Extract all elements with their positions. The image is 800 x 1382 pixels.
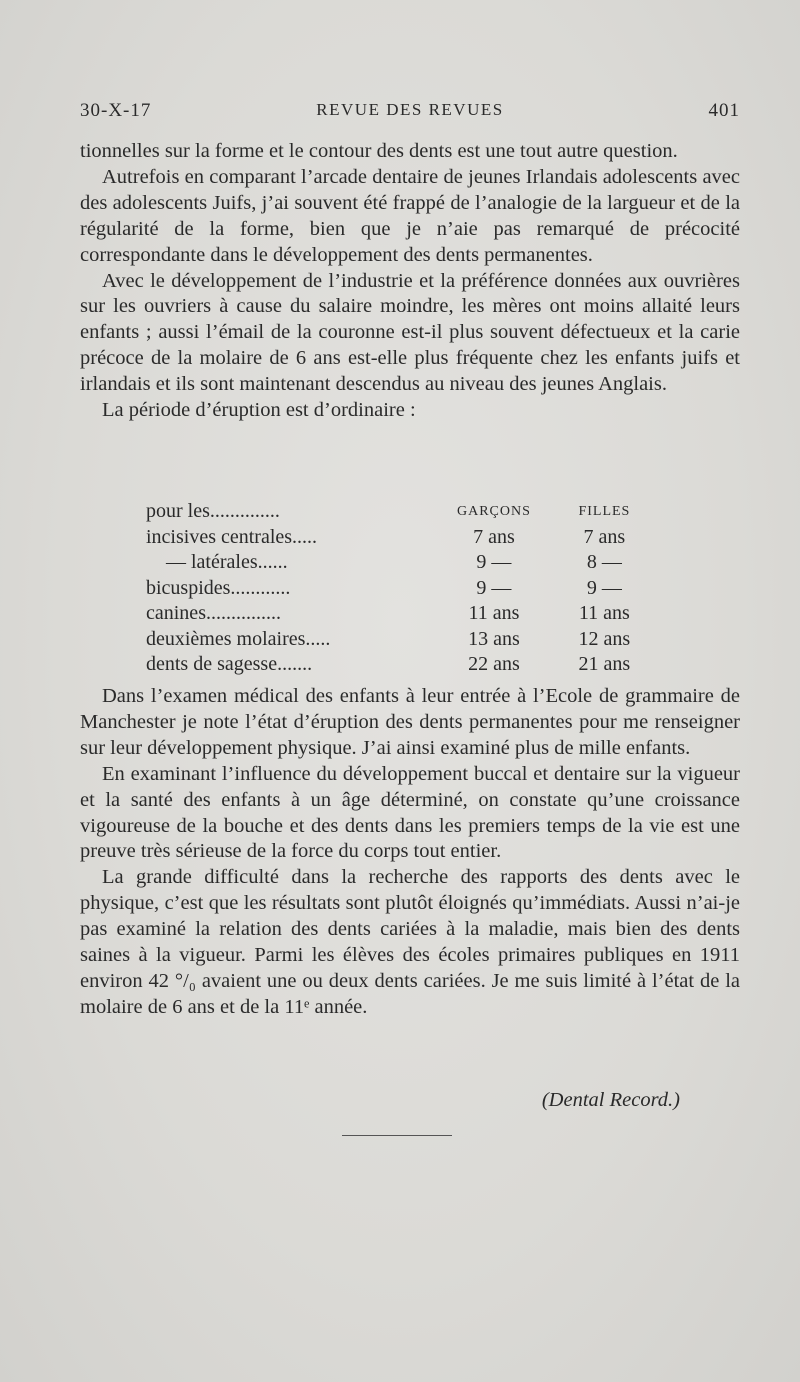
row-label: bicuspides............ <box>146 576 291 599</box>
table-row <box>146 627 666 653</box>
paragraph: Avec le développement de l’industrie et la préférence données aux ouvrières sur les ouvriers à cause du salaire moindre, les mères ont moins allaité leurs enfants ; aussi l’émail de la couronne est-il plus souvent défectueux et la carie précoce de la molaire de 6 ans est-elle plus fréquente chez les enfants juifs et irlandais et ils sont maintenant descendus au niveau des jeunes Anglais. <box>80 269 740 396</box>
body-text-top <box>80 139 740 424</box>
row-label: deuxièmes molaires..... <box>146 627 331 650</box>
table-row <box>146 525 666 551</box>
table-header-row <box>146 499 666 525</box>
row-label: dents de sagesse....... <box>146 653 313 676</box>
row-label: canines............... <box>146 602 281 625</box>
row-boys-value: 11 ans <box>468 602 520 625</box>
header-title: REVUE DES REVUES <box>316 100 504 119</box>
header-page-number: 401 <box>708 100 740 121</box>
paragraph: Autrefois en comparant l’arcade dentaire de jeunes Irlandais adolescents avec des adolescents Juifs, j’ai souvent été frappé de l’analogie de la largueur et de la régularité de la forme, bien que je n’aie pas remarqué de précocité correspondante dans le développement des dents permanentes. <box>80 165 740 266</box>
column-header-boys: GARÇONS <box>456 503 531 519</box>
row-label: — latérales...... <box>166 551 288 574</box>
row-boys-value: 7 ans <box>473 525 515 548</box>
running-header <box>80 100 740 126</box>
row-girls-value: 7 ans <box>583 525 626 548</box>
table-row <box>146 550 666 576</box>
row-girls-value: 9 — <box>586 576 622 599</box>
header-date: 30-X-17 <box>80 100 152 121</box>
body-text-bottom <box>80 684 740 1021</box>
eruption-table <box>146 499 666 678</box>
row-boys-value: 9 — <box>476 551 512 574</box>
row-boys-value: 22 ans <box>468 653 520 676</box>
paragraph: Dans l’examen médical des enfants à leur entrée à l’Ecole de grammaire de Manchester je note l’état d’éruption des dents permanentes pour me renseigner sur leur développement physique. J’ai ainsi examiné plus de mille enfants. <box>80 685 740 759</box>
paragraph: En examinant l’influence du développement buccal et dentaire sur la vigueur et la santé des enfants à un âge déterminé, on constate qu’une croissance vigoureuse de la bouche et des dents dans les premiers temps de la vie est une preuve très sérieuse de la force du corps tout entier. <box>80 762 740 863</box>
row-girls-value: 12 ans <box>578 627 631 650</box>
column-header-girls: FILLES <box>578 503 631 519</box>
end-divider <box>342 1135 452 1136</box>
table-row <box>146 576 666 602</box>
row-label: incisives centrales..... <box>146 525 318 548</box>
table-row <box>146 652 666 678</box>
row-girls-value: 8 — <box>586 551 622 574</box>
paragraph: La période d’éruption est d’ordinaire : <box>102 399 416 422</box>
row-girls-value: 21 ans <box>578 653 631 676</box>
row-girls-value: 11 ans <box>578 602 630 625</box>
source-citation: (Dental Record.) <box>541 1089 680 1111</box>
row-boys-value: 13 ans <box>468 627 520 650</box>
table-row <box>146 601 666 627</box>
paragraph: tionnelles sur la forme et le contour des dents est une tout autre question. <box>80 140 678 162</box>
row-boys-value: 9 — <box>476 576 512 599</box>
paragraph: La grande difficulté dans la recherche des rapports des dents avec le physique, c’est que les résultats sont plutôt éloignés qu’immédiats. Aussi n’ai-je pas examiné la relation des dents cariées à la maladie, mais bien des dents saines à la vigueur. Parmi les élèves des écoles primaires publiques en 1911 environ 42 °/₀ avaient une ou deux dents cariées. Je me suis limité à l’état de la molaire de 6 ans et de la 11ᵉ année. <box>80 866 740 1018</box>
table-header-label: pour les.............. <box>146 500 280 523</box>
